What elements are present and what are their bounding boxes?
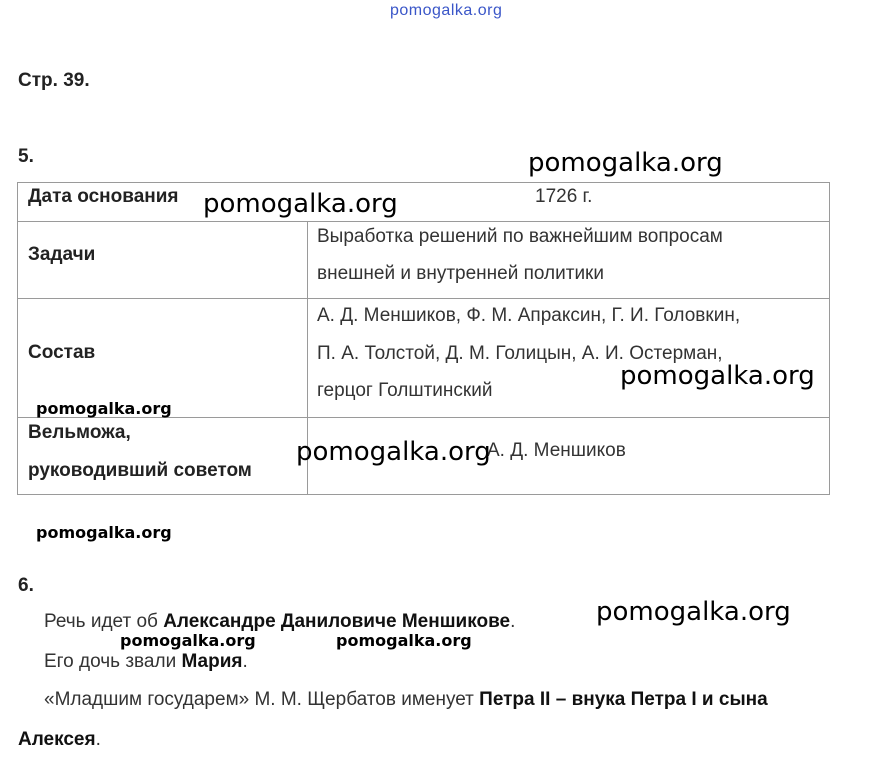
- p2-text: Его дочь звали: [44, 651, 182, 672]
- p2-bold: Мария: [181, 651, 243, 672]
- p1-bold: Александре Даниловиче Меншикове: [163, 611, 511, 632]
- watermark: pomogalka.org: [596, 597, 791, 627]
- answer-paragraph-2: [44, 651, 248, 673]
- watermark: pomogalka.org: [36, 399, 172, 418]
- p1-end: .: [510, 611, 516, 632]
- watermark: pomogalka.org: [296, 437, 491, 467]
- table-value-members-line-1: А. Д. Меншиков, Ф. М. Апраксин, Г. И. Головкин,: [317, 305, 741, 326]
- watermark: pomogalka.org: [528, 148, 723, 178]
- table-value-members-line-2: П. А. Толстой, Д. М. Голицын, А. И. Остерман,: [317, 343, 723, 364]
- table-label-head-line-1: Вельможа,: [28, 422, 131, 443]
- p3b-end: .: [95, 729, 101, 750]
- page-title: Стр. 39.: [18, 70, 90, 91]
- table-label-head-line-2: руководивший советом: [28, 460, 252, 481]
- table-value-members-line-3: герцог Голштинский: [317, 380, 493, 401]
- p2-end: .: [242, 651, 248, 672]
- table-value-founding-date: 1726 г.: [535, 186, 593, 207]
- table-label-tasks: Задачи: [28, 244, 96, 265]
- p1-text: Речь идет об: [44, 611, 164, 632]
- table-label-members: Состав: [28, 342, 96, 363]
- question-5-number: 5.: [18, 146, 34, 167]
- watermark: pomogalka.org: [203, 189, 398, 219]
- table-value-head: А. Д. Меншиков: [487, 440, 626, 461]
- answer-paragraph-1: [44, 611, 515, 633]
- answer-paragraph-3: [44, 689, 768, 711]
- watermark: pomogalka.org: [120, 631, 256, 650]
- p3b-bold: Алексея: [18, 729, 96, 750]
- table-value-tasks-line-1: Выработка решений по важнейшим вопросам: [317, 226, 723, 247]
- watermark-top: pomogalka.org: [390, 2, 503, 19]
- watermark: pomogalka.org: [336, 631, 472, 650]
- answer-paragraph-3-continued: [18, 729, 101, 751]
- table-label-founding-date: Дата основания: [28, 186, 179, 207]
- p3-text: «Младшим государем» М. М. Щербатов именует: [44, 689, 480, 710]
- watermark: pomogalka.org: [36, 523, 172, 542]
- watermark: pomogalka.org: [620, 361, 815, 391]
- p3-bold: Петра II – внука Петра I и сына: [479, 689, 768, 710]
- question-6-number: 6.: [18, 575, 34, 596]
- table-value-tasks-line-2: внешней и внутренней политики: [317, 263, 604, 284]
